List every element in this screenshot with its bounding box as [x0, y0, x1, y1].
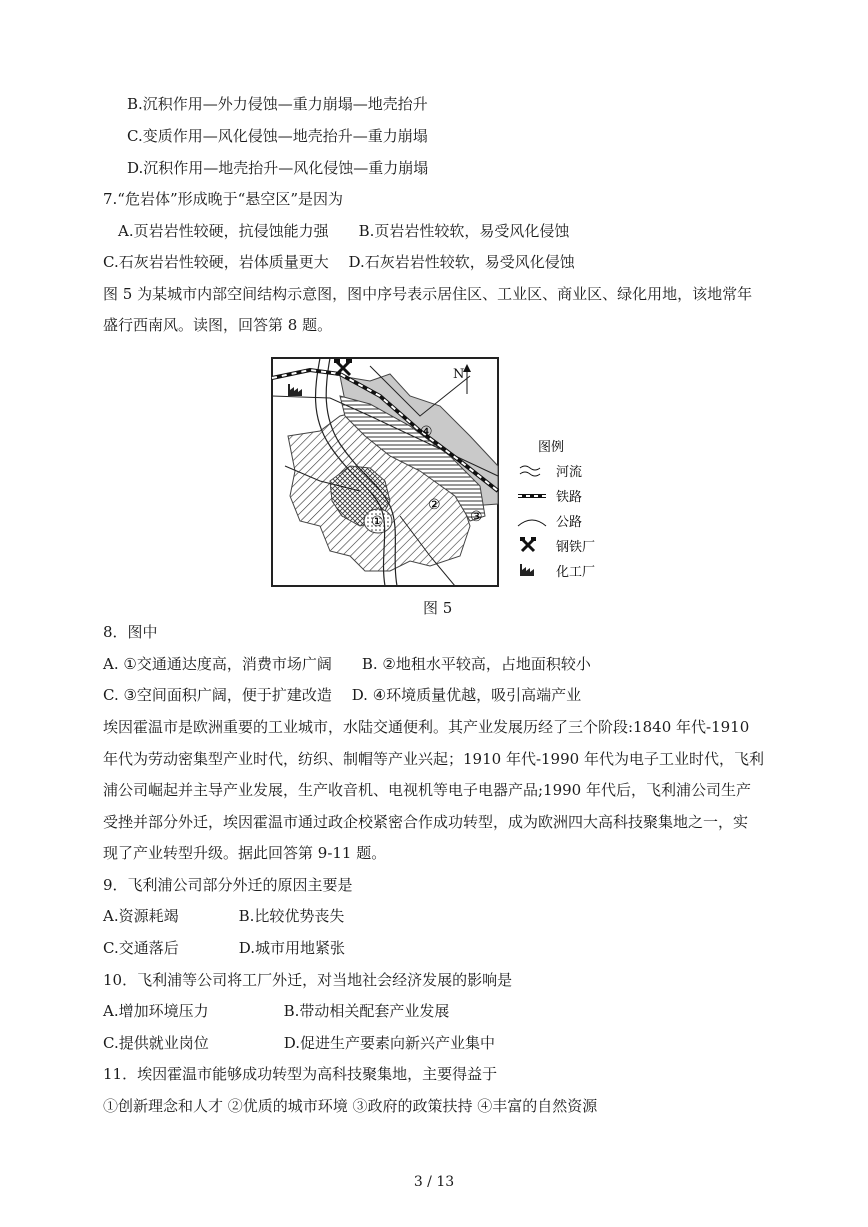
text-line: 浦公司崛起并主导产业发展，生产收音机、电视机等电子电器产品;1990 年代后，飞利浦公司生产: [103, 781, 751, 799]
legend-steel-plant: [520, 537, 536, 551]
text-line: A.增加环境压力 B.带动相关配套产业发展: [103, 1002, 450, 1020]
text-line: 现了产业转型升级。据此回答第 9-11 题。: [103, 844, 387, 862]
text-line: C.交通落后 D.城市用地紧张: [103, 939, 345, 957]
legend-road: [518, 515, 582, 530]
legend-chemical-plant-label: 化工厂: [556, 565, 596, 580]
legend-title: 图例: [538, 440, 565, 455]
text-line: 年代为劳动密集型产业时代，纺织、制帽等产业兴起；1910 年代-1990 年代为电子工业时代，飞利: [103, 750, 764, 768]
legend-steel-plant-label: 钢铁厂: [556, 540, 596, 555]
legend-chemical-plant: [520, 564, 534, 576]
text-line: A.资源耗竭 B.比较优势丧失: [103, 907, 345, 925]
svg-text:河流: 河流: [556, 465, 583, 480]
text-line: 盛行西南风。读图，回答第 8 题。: [103, 316, 333, 334]
text-line: 图 5 为某城市内部空间结构示意图，图中序号表示居住区、工业区、商业区、绿化用地，该地常年: [103, 285, 753, 303]
text-line: A. ①交通通达度高，消费市场广阔 B. ②地租水平较高，占地面积较小: [103, 655, 591, 673]
city-structure-map: [270, 356, 630, 588]
text-line: 埃因霍温市是欧洲重要的工业城市，水陆交通便利。其产业发展历经了三个阶段:1840 年代-1910: [103, 718, 750, 736]
text-line: A.页岩岩性较硬，抗侵蚀能力强 B.页岩岩性较软，易受风化侵蚀: [118, 222, 570, 240]
text-line: C.石灰岩岩性较硬，岩体质量更大 D.石灰岩岩性较软，易受风化侵蚀: [103, 253, 575, 271]
text-line: C.提供就业岗位 D.促进生产要素向新兴产业集中: [103, 1034, 495, 1052]
text-line: 8．图中: [103, 623, 158, 641]
text-line: B.沉积作用—外力侵蚀—重力崩塌—地壳抬升: [127, 95, 428, 113]
zone-label-3: ③: [470, 509, 483, 525]
text-line: ①创新理念和人才 ②优质的城市环境 ③政府的政策扶持 ④丰富的自然资源: [103, 1097, 598, 1115]
text-line: 9．飞利浦公司部分外迁的原因主要是: [103, 876, 353, 894]
text-line: 受挫并部分外迁，埃因霍温市通过政企校紧密合作成功转型，成为欧洲四大高科技聚集地之一，实: [103, 813, 749, 831]
svg-text:公路: 公路: [556, 515, 583, 530]
text-line: 10．飞利浦等公司将工厂外迁，对当地社会经济发展的影响是: [103, 971, 513, 989]
text-line: D.沉积作用—地壳抬升—风化侵蚀—重力崩塌: [127, 159, 429, 177]
zone-label-2: ②: [428, 497, 441, 513]
figure-caption: 图 5: [423, 599, 453, 617]
text-line: C.变质作用—风化侵蚀—地壳抬升—重力崩塌: [127, 127, 428, 145]
svg-text:铁路: 铁路: [556, 490, 583, 505]
legend-river: [520, 464, 582, 480]
north-label: N: [453, 367, 465, 382]
zone-label-1: ①: [371, 514, 384, 530]
zone-label-4: ④: [420, 424, 433, 440]
text-line: 11．埃因霍温市能够成功转型为高科技聚集地，主要得益于: [103, 1065, 498, 1083]
text-line: C. ③空间面积广阔，便于扩建改造 D. ④环境质量优越，吸引高端产业: [103, 686, 582, 704]
legend-railway: [518, 489, 582, 505]
page-number: 3 / 13: [413, 1174, 455, 1190]
text-line: 7.“危岩体”形成晚于“悬空区”是因为: [103, 190, 343, 208]
